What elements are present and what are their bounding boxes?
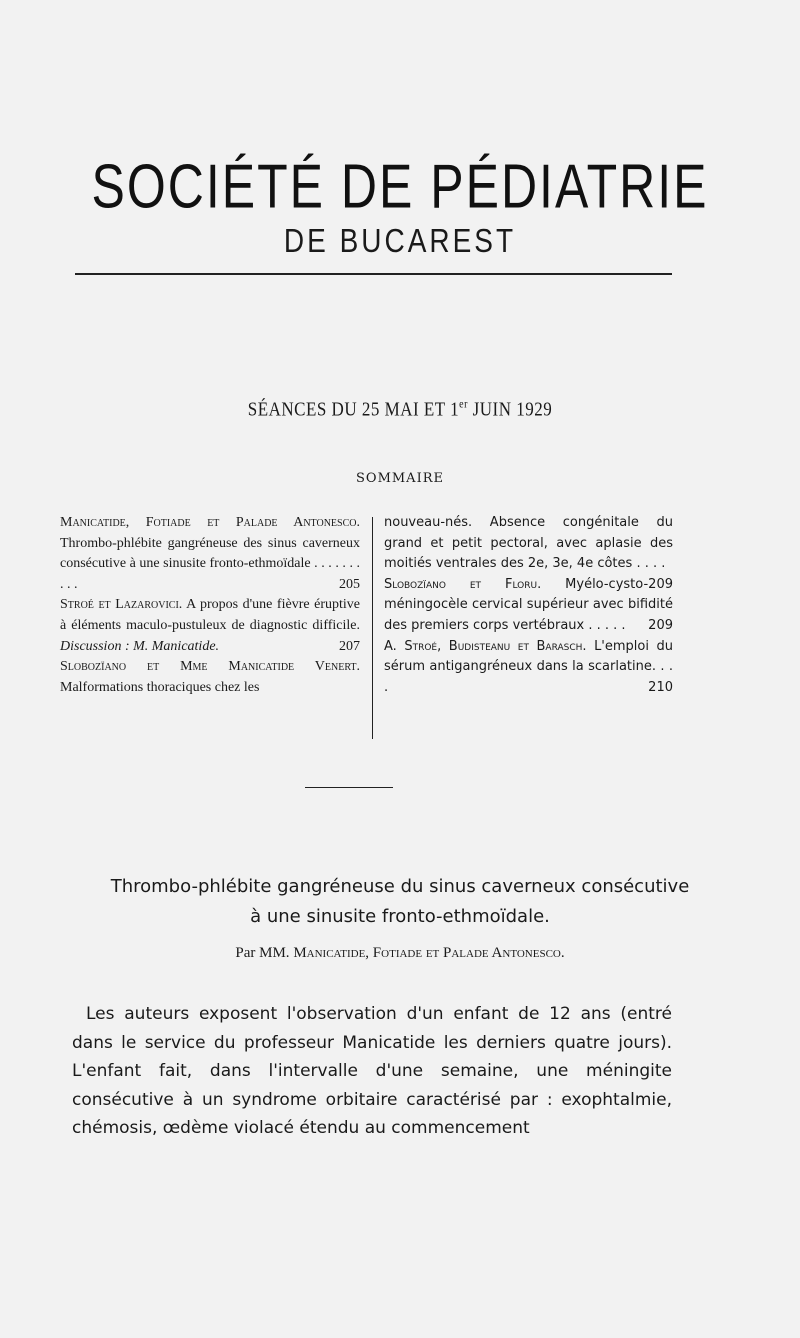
column-divider [372,517,373,739]
entry-page: 205 [339,576,360,592]
entry-page: 207 [339,638,360,654]
byline-prefix: Par MM. [235,945,290,961]
journal-title: SOCIÉTÉ DE PÉDIATRIE [91,151,709,222]
entry-page: 210 [648,679,673,695]
entry-title: Thrombo-phlébite gangréneuse des sinus caverneux consécutive à une sinusite fronto-ethmoïdale [60,535,360,572]
article-byline [0,945,800,962]
summary-right-column [384,513,673,698]
entry-authors: Slobozïano et Floru. [384,576,542,592]
entry-authors: Stroé et Lazarovici. [60,597,183,613]
summary-entry [60,657,360,698]
article-title [0,872,800,932]
entry-authors: Manicatide, Fotiade et Palade Antonesco. [60,515,360,530]
header-rule [75,273,672,275]
summary-entry: Manicatide, Fotiade et Palade Antonesco. Thrombo-phlébite gangréneuse des sinus caverneux consécutive à une sinusite fronto-ethmoïdale . . . . . . . . . . 205 [60,513,360,595]
entry-discussion: Discussion : M. Manicatide. [60,638,220,654]
summary-entry: A. Stroé, Budisteanu et Barasch. L'emploi du sérum antigangréneux dans la scarlatine. . . . 210 [384,637,673,699]
summary-entry [60,595,360,657]
session-date: SÉANCES DU 25 MAI ET 1er JUIN 1929 [247,398,553,420]
summary-heading: SOMMAIRE [356,471,444,486]
entry-title: A propos d'une fièvre éruptive à éléments maculo-pustuleux de diagnostic difficile. [60,597,360,633]
summary-entry: Slobozïano et Floru. Myélo-cysto-méningocèle cervical supérieur avec bifidité des premiers corps vertébraux . . . . . 209 [384,575,673,637]
summary-left-column [60,513,360,698]
article-body: Les auteurs exposent l'observation d'un enfant de 12 ans (entré dans le service du professeur Manicatide les derniers quatre jours). L'enfant fait, dans l'intervalle d'une semaine, une méningite consécutive à un syndrome orbitaire caractérisé par : exophtalmie, chémosis, œdème violacé étendu au commencement [72,1004,672,1138]
entry-authors: A. Stroé, Budisteanu et Barasch. [384,638,587,654]
byline-authors: Manicatide, Fotiade et Palade Antonesco. [293,945,565,961]
section-rule [305,787,393,788]
article-title-line2: à une sinusite fronto-ethmoïdale. [250,906,550,927]
summary-entry: nouveau-nés. Absence congénitale du grand et petit pectoral, avec aplasie des moitiés ventrales des 2e, 3e, 4e côtes . . . . 209 [384,513,673,575]
entry-continuation: nouveau-nés. Absence congénitale du grand et petit pectoral, avec aplasie des moitiés ventrales des 2e, 3e, 4e côtes [384,515,673,572]
journal-subtitle: DE BUCAREST [283,222,517,260]
article-title-line1: Thrombo-phlébite gangréneuse du sinus caverneux consécutive [110,876,690,897]
entry-title: L'emploi du sérum antigangréneux dans la scarlatine. [384,638,673,675]
entry-title: Malformations thoraciques chez les [60,679,260,695]
entry-title: Myélo-cysto-méningocèle cervical supérieur avec bifidité des premiers corps vertébraux [384,576,673,633]
entry-authors: Slobozïano et Mme Manicatide Venert. [60,659,360,675]
entry-page: 209 [648,576,673,592]
entry-page: 209 [648,617,673,633]
